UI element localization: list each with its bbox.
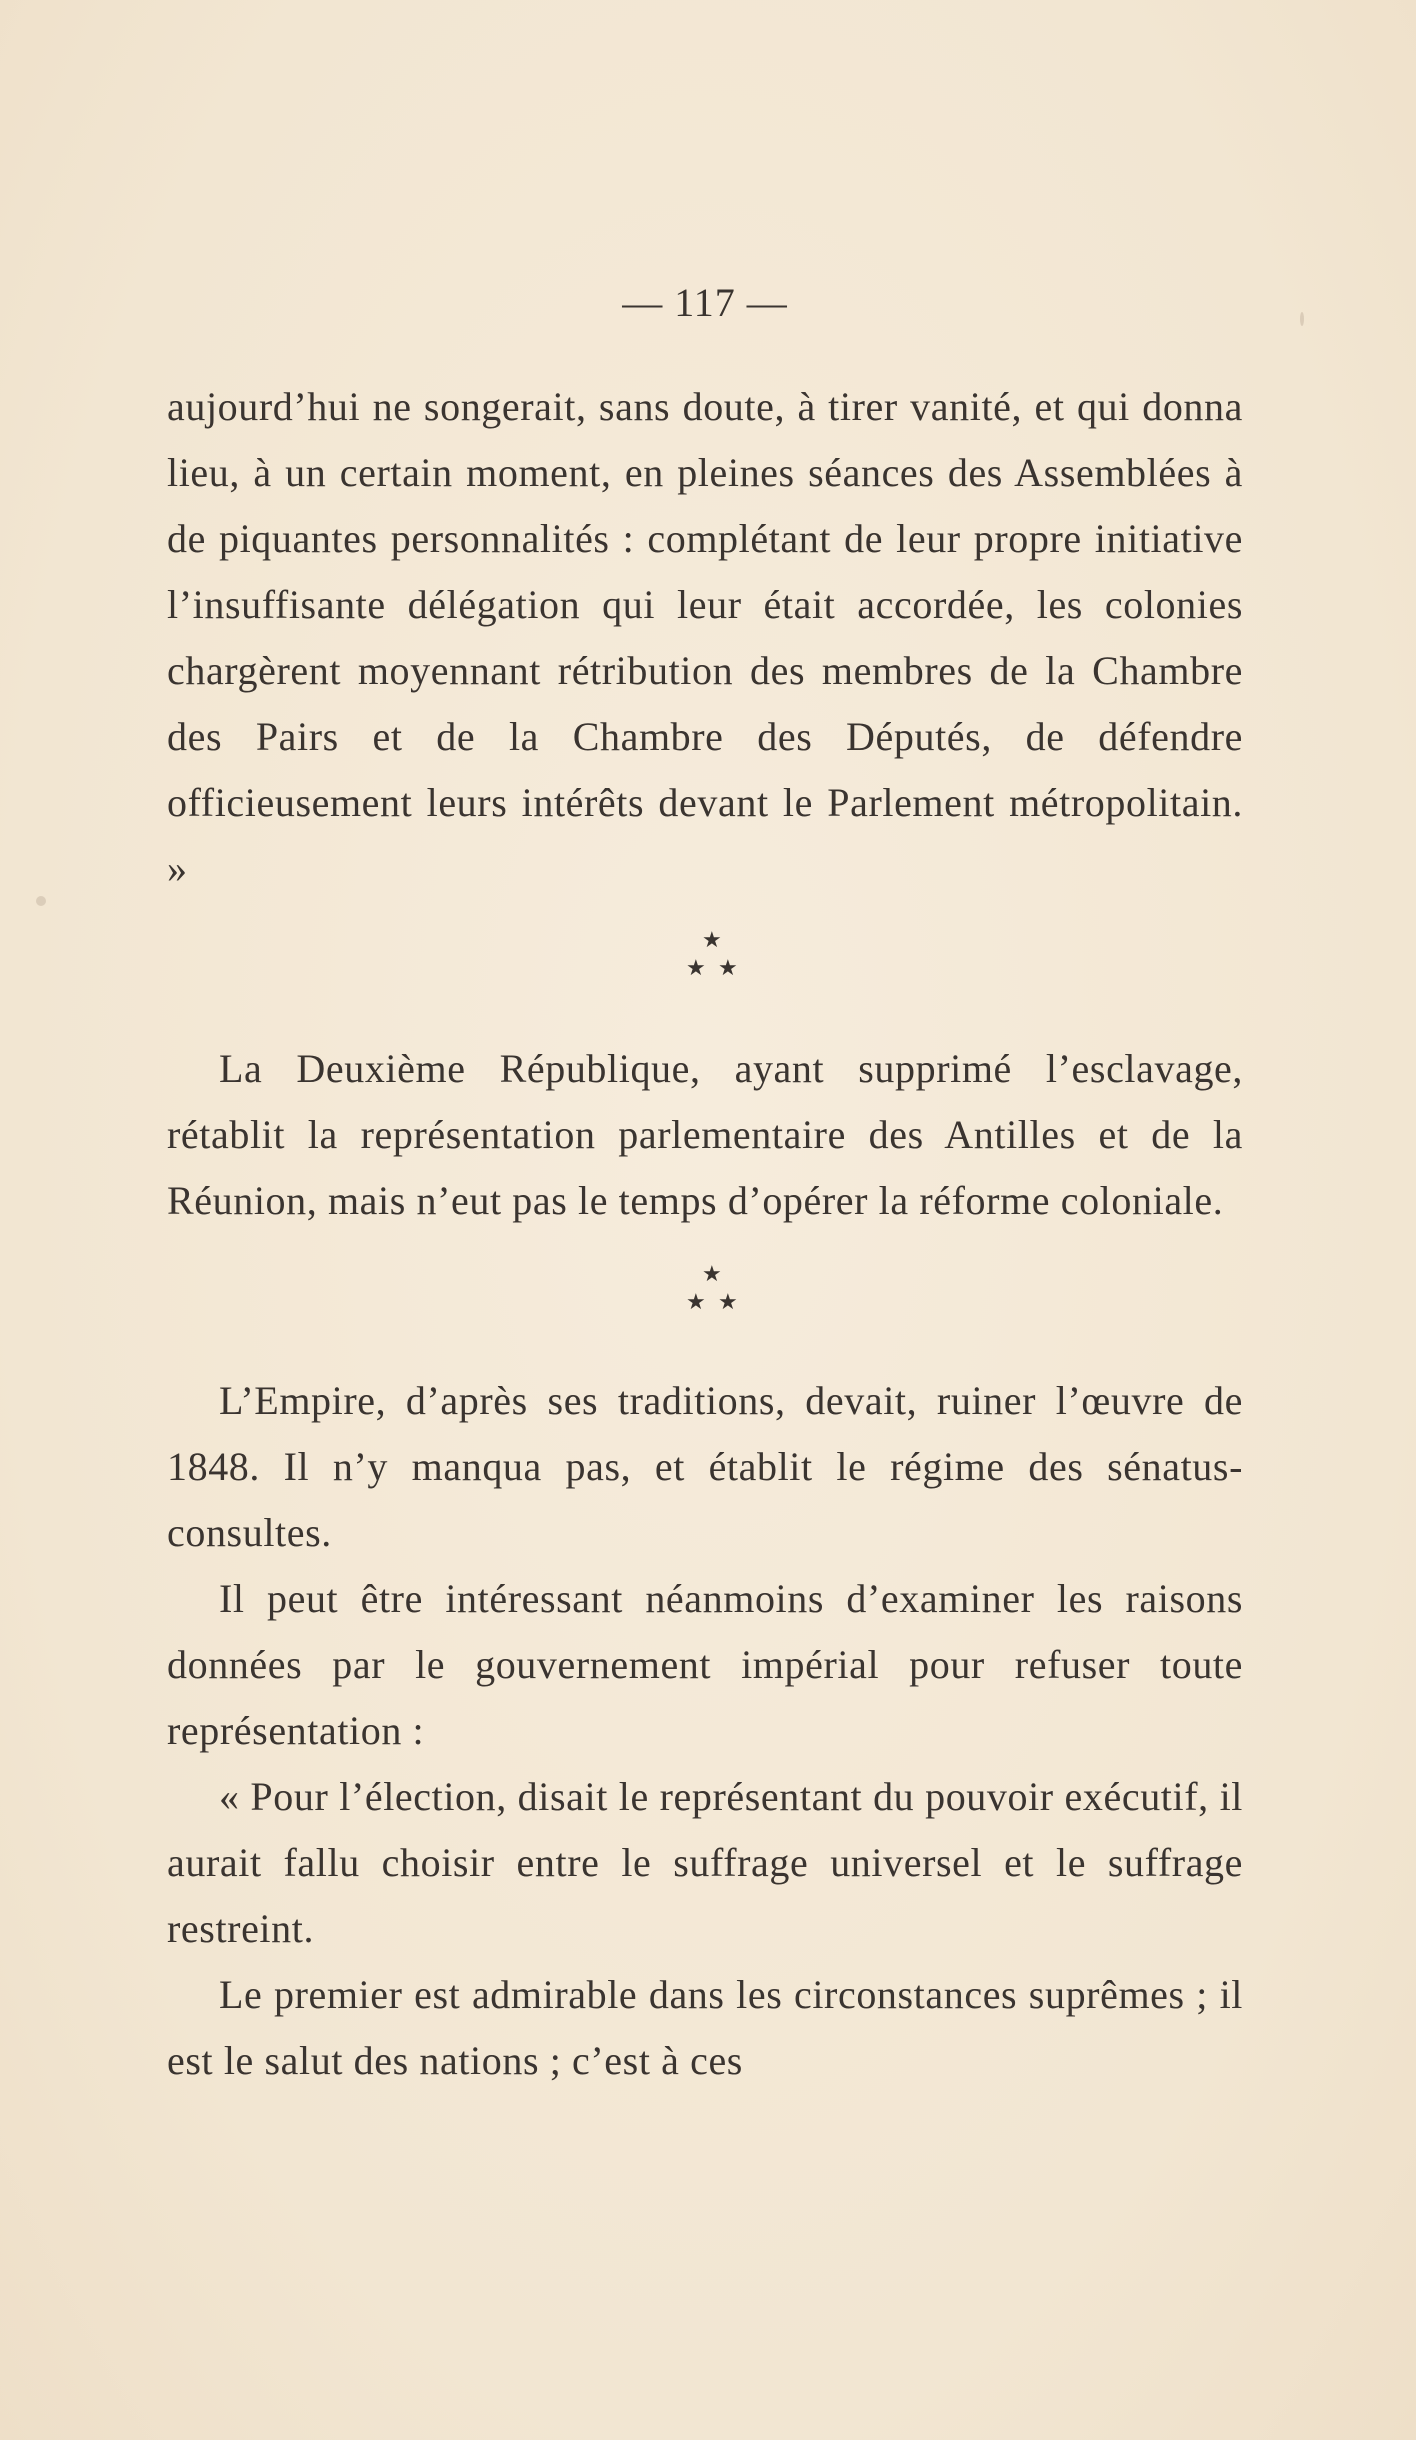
paragraph: aujourd’hui ne songerait, sans doute, à tirer vanité, et qui donna lieu, à un certain moment, en pleines séances des Assemblées à de piquantes personnalités : complétant de leur propre initiative l’insuffisante délégation qui leur était accordée, les colonies chargèrent moyennant rétribution des membres de la Chambre des Pairs et de la Chambre des Députés, de défendre officieusement leurs intérêts devant le Parlement métropolitain. » [167, 384, 1243, 891]
page-content [167, 270, 1243, 2094]
paragraph: La Deuxième République, ayant supprimé l’esclavage, rétablit la représentation parlementaire des Antilles et de la Réunion, mais n’eut pas le temps d’opérer la réforme coloniale. [167, 1046, 1243, 1223]
star-icon: ★ [702, 1262, 722, 1287]
paragraph: Le premier est admirable dans les circonstances suprêmes ; il est le salut des nations ; c’est à ces [167, 1972, 1243, 2083]
star-icon: ★ [686, 956, 706, 981]
star-icon: ★ [702, 928, 722, 953]
paragraph: L’Empire, d’après ses traditions, devait, ruiner l’œuvre de 1848. Il n’y manqua pas, et établit le régime des sénatus-consultes. [167, 1378, 1243, 1555]
star-icon: ★ [718, 956, 738, 981]
asterism-separator [167, 1234, 1243, 1368]
paragraph: « Pour l’élection, disait le représentant du pouvoir exécutif, il aurait fallu choisir entre le suffrage universel et le suffrage restreint. [167, 1774, 1243, 1951]
paragraph-block-2 [167, 1036, 1243, 1234]
paragraph-block-1 [167, 374, 1243, 902]
asterism-separator [167, 902, 1243, 1036]
page-number: — 117 — [622, 280, 788, 325]
star-icon: ★ [686, 1290, 706, 1315]
paper-spot [1300, 312, 1304, 326]
star-icon: ★ [718, 1290, 738, 1315]
paragraph-block-3 [167, 1368, 1243, 2094]
paragraph: Il peut être intéressant néanmoins d’examiner les raisons données par le gouvernement impérial pour refuser toute représentation : [167, 1576, 1243, 1753]
paper-spot [36, 896, 46, 906]
